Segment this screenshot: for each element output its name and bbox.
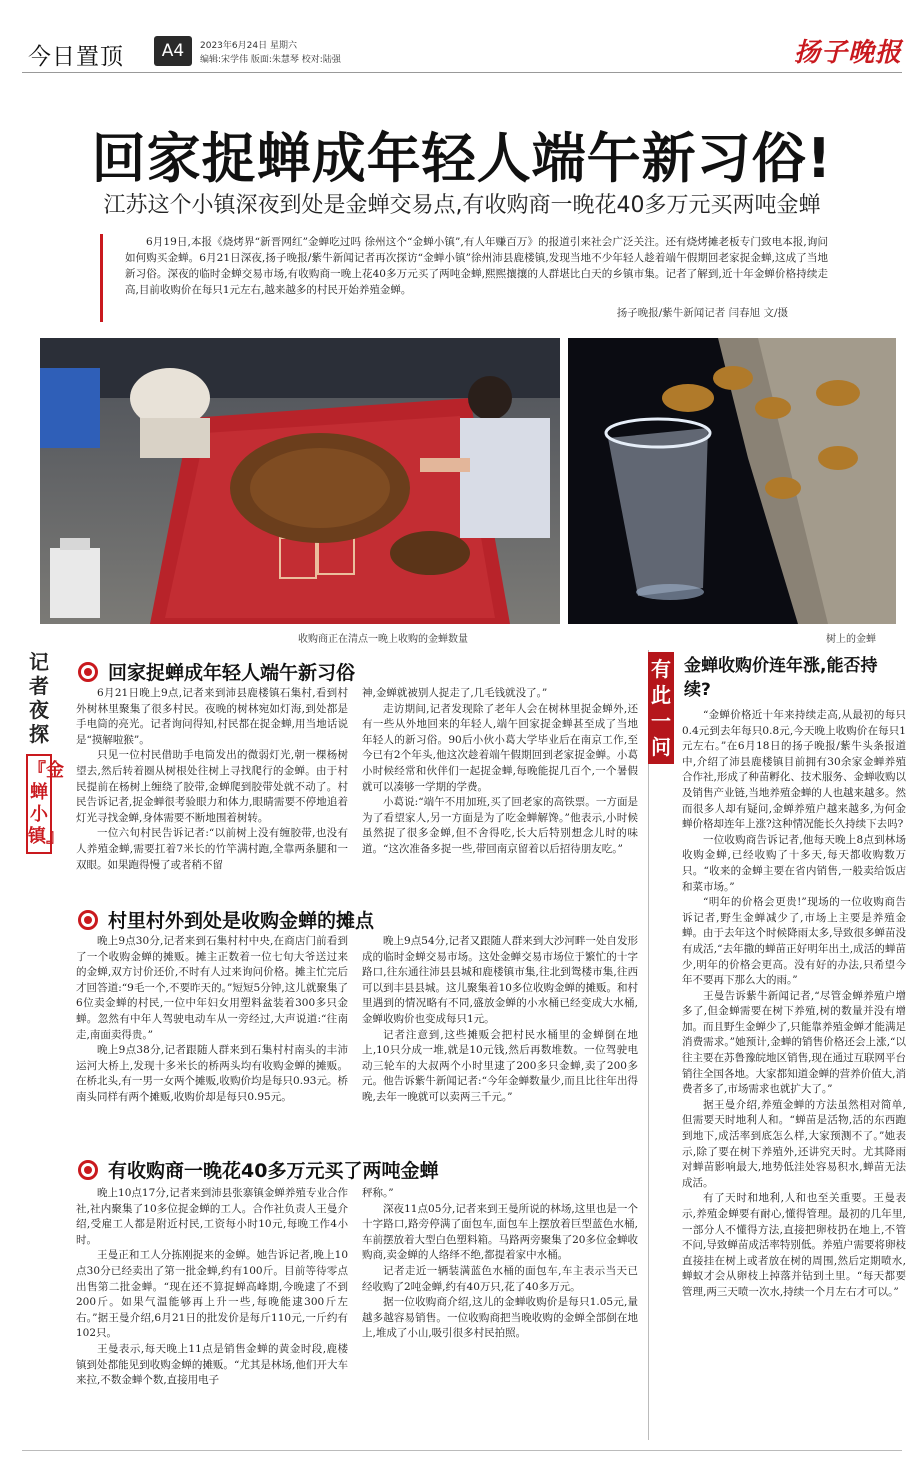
article-column [362, 686, 638, 898]
article-column [76, 1186, 348, 1442]
paragraph: 据一位收购商介绍,这儿的金蝉收购价是每只1.05元,量越多越容易销售。一位收购商把当晚收购的金蝉全部倒在地上,堆成了小山,吸引很多村民拍照。 [362, 1296, 638, 1340]
section-heading-text: 有收购商一晚花40多万元买了两吨金蝉 [108, 1160, 439, 1182]
kicker-tag: 『金蝉小镇』 [26, 754, 52, 854]
header-rule [22, 72, 902, 73]
paragraph: “明年的价格会更贵!”现场的一位收购商告诉记者,野生金蝉减少了,市场上主要是养殖金蝉。由于去年这个时候降雨太多,导致很多蝉苗没有成活,“去年撒的蝉苗正好明年出土,成活的蝉苗少,明年的价格会更高。没有好的办法,只希望今年不要再下那么大的雨。” [682, 896, 906, 987]
paragraph: 6月21日晚上9点,记者来到沛县鹿楼镇石集村,看到村外树林里聚集了很多村民。夜晚的树林宛如灯海,到处都是手电筒的亮光。记者询问得知,村民都在捉金蝉,用当地话说是“摸解啦猴”。 [76, 687, 348, 746]
photo-cicadas-on-tree [568, 338, 896, 624]
paragraph: 深夜11点05分,记者来到王曼所说的林场,这里也是一个十字路口,路旁停满了面包车,面包车上摆放着巨型蓝色水桶,车前摆放着大型白色塑料箱。马路两旁聚集了20多位金蝉收购商,卖金蝉的人络绎不绝,都提着家中水桶。 [362, 1202, 638, 1262]
paragraph: 秤称。” [362, 1187, 394, 1199]
sidebar-title: 金蝉收购价连年涨,能否持续? [684, 656, 878, 700]
bullet-icon [78, 1160, 98, 1180]
lead-paragraph [100, 234, 828, 322]
paragraph: 王曼正和工人分拣刚捉来的金蝉。她告诉记者,晚上10点30分已经卖出了第一批金蝉,约有100斤。目前等待零点出售第二批金蝉。“现在还不算捉蝉高峰期,今晚逮了不到200斤。如果气温能够再上升一些,每晚能逮300斤左右。”据王曼介绍,6月21日的批发价是每斤110元,一斤约有102只。 [76, 1249, 348, 1340]
paragraph: 晚上9点54分,记者又跟随人群来到大沙河畔一处自发形成的临时金蝉交易市场。这处金蝉交易市场位于繁忙的十字路口,往东通往沛县县城和鹿楼镇市集,往北到鸳楼市集,往西可以到丰县县城。这儿聚集着10多位收购金蝉的摊贩。和村里遇到的情况略有不同,盛放金蝉的小水桶已经变成大水桶,金蝉收购价也变成每只1元。 [362, 935, 638, 1025]
sidebar-kicker: 有此一问 [648, 652, 674, 764]
paragraph: 王曼表示,每天晚上11点是销售金蝉的黄金时段,鹿楼镇到处都能见到收购金蝉的摊贩。“尤其是林场,他们开大车来拉,不数金蝉个数,直接用电子 [76, 1342, 348, 1387]
paragraph: 走访期间,记者发现除了老年人会在树林里捉金蝉外,还有一些从外地回来的年轻人,端午回家捉金蝉甚至成了当地年轻人的新习俗。90后小伙小葛大学毕业后在南京工作,至今已有2个年头,他这次趁着端午假期回到老家捉金蝉。小葛小时候经常和伙伴们一起捉金蝉,每晚能捉几百个,一个暑假就可以凑够一学期的学费。 [362, 702, 638, 793]
paragraph: 一位六旬村民告诉记者:“以前树上没有缠胶带,也没有人养殖金蝉,需要扛着7米长的竹竿满村跑,全靠两条腿和一双眼。如果跑得慢了或者稍不留 [76, 827, 348, 871]
article-column [76, 934, 348, 1142]
paragraph: 神,金蝉就被别人捉走了,几毛钱就没了。” [362, 687, 548, 699]
photo-illustration [568, 338, 896, 624]
photo-illustration [40, 338, 560, 624]
paragraph: 据王曼介绍,养殖金蝉的方法虽然相对简单,但需要天时地利人和。“蝉苗是活物,活的东西跑到地下,成活率到底怎么样,大家预测不了。”她表示,除了要在树下养殖外,还讲究天时。尤其降雨对蝉苗影响最大,地势低洼处容易积水,蝉苗无法成活。 [682, 1098, 906, 1189]
section-heading-text: 村里村外到处是收购金蝉的摊点 [108, 910, 375, 932]
lead-text: 6月19日,本报《烧烤界“新晋网红”金蝉吃过吗 徐州这个“金蝉小镇”,有人年赚百万》的报道引来社会广泛关注。还有烧烤摊老板专门致电本报,询问如何购买金蝉。6月21日深夜,扬子晚报/紫牛新闻记者再次探访“金蝉小镇”徐州沛县鹿楼镇,发现当地不少年轻人趁着端午假期回老家捉金蝉,这成了当地新习俗。深夜的临时金蝉交易市场,有收购商一晚上花40多万元买了两吨金蝉,熙熙攘攘的人群堪比白天的乡镇市集。记者了解到,近十年金蝉价格持续走高,目前收购价在每只1元左右,越来越多的村民开始养殖金蝉。 [125, 236, 828, 296]
paragraph: “金蝉价格近十年来持续走高,从最初的每只0.4元到去年每只0.8元,今天晚上收购价在每只1元左右。”在6月18日的扬子晚报/紫牛头条报道中,介绍了沛县鹿楼镇目前拥有30余家金蝉养殖合作社,形成了种苗孵化、技术服务、金蝉收购以及销售产业链,当地养殖金蝉的人也越来越多。然而很多人却有疑问,金蝉养殖户越来越多,为何金蝉价格却连年上涨?这种情况能长久持续下去吗? [682, 709, 906, 831]
kicker-label: 记者夜探 [29, 650, 49, 746]
paragraph: 有了天时和地利,人和也至关重要。王曼表示,养殖金蝉要有耐心,懂得管理。最初的几年里,一部分人不懂得方法,直接把卵枝扔在地上,不管不问,导致蝉苗成活率特别低。养殖户需要将卵枝直接挂在树上或者放在树的周围,然后定期喷水,蝉蚁才会从卵枝上掉落并钻到土里。“每天都要管理,两三天喷一次水,持续一个月左右才可以。” [682, 1192, 906, 1298]
left-kicker [26, 650, 64, 854]
footer-rule [22, 1450, 902, 1451]
photo-counting-cicadas [40, 338, 560, 624]
photo-right-caption: 树上的金蝉 [826, 634, 876, 645]
section-heading-2 [78, 906, 374, 933]
photo-left-caption: 收购商正在清点一晚上收购的金蝉数量 [298, 634, 468, 645]
paragraph: 晚上9点38分,记者跟随人群来到石集村村南头的丰沛运河大桥上,发现十多米长的桥两头均有收购金蝉的摊贩。在桥北头,有一男一女两个摊贩,收购价均是每只0.93元。桥南头同样有两个摊贩,收购价却是每只0.95元。 [76, 1044, 348, 1103]
bullet-icon [78, 910, 98, 930]
bullet-icon [78, 662, 98, 682]
paragraph: 晚上9点30分,记者来到石集村村中央,在商店门前看到了一个收购金蝉的摊贩。摊主正数着一位七旬大爷送过来的金蝉,双方讨价还价,不时有人过来询问价格。摊主忙完后才回答道:“9毛一个,不要昨天的。”短短5分钟,这儿就聚集了6位卖金蝉的村民,一位中年妇女用塑料盆装着300多只金蝉。忽然有中年人驾驶电动车从一旁经过,大声说道:“往南走,南面卖得贵。” [76, 935, 348, 1041]
page-header [0, 0, 924, 72]
paragraph: 只见一位村民借助手电筒发出的微弱灯光,朝一棵杨树望去,然后转着圈从树根处往树上寻找爬行的金蝉。由于村民提前在杨树上缠绕了胶带,金蝉爬到胶带处就不动了。村民告诉记者,捉金蝉很考验眼力和体力,眼睛需要不停地追着灯光寻找金蝉,身体需要不断地围着树转。 [76, 749, 348, 824]
masthead-logo: 扬子晚报 [793, 38, 902, 68]
editor-credits: 编辑:宋学伟 版面:朱慧琴 校对:陆强 [200, 55, 341, 65]
paragraph: 小葛说:“端午不用加班,买了回老家的高铁票。一方面是为了看望家人,另一方面是为了吃金蝉解馋。”他表示,小时候虽然捉了很多金蝉,但不舍得吃,长大后特别想念儿时的味道。“这次准备多捉一些,带回南京留着以后招待朋友吃。” [362, 796, 638, 855]
section-heading-1 [78, 658, 355, 685]
article-column [362, 1186, 638, 1442]
sidebar-divider [648, 650, 649, 1440]
paragraph: 记者注意到,这些摊贩会把村民水桶里的金蝉倒在地上,10只分成一堆,就是10元钱,然后再数堆数。一位驾驶电动三轮车的大叔两个小时里逮了200多只金蝉,卖了200多元。他告诉紫牛新闻记者:“今年金蝉数量少,而且比往年出得晚,去年一晚就可以卖两三千元。” [362, 1028, 638, 1103]
paragraph: 记者走近一辆装满蓝色水桶的面包车,车主表示当天已经收购了2吨金蝉,约有40万只,花了40多万元。 [362, 1264, 638, 1293]
paragraph: 王曼告诉紫牛新闻记者,“尽管金蝉养殖户增多了,但金蝉需要在树下养殖,树的数量并没有增加。而且野生金蝉少了,只能靠养殖金蝉才能满足消费需求。”她预计,金蝉的销售价格还会上涨,“以往主要在苏鲁豫皖地区销售,现在通过互联网平台销往全国各地。大家都知道金蝉的营养价值大,消费者多了,市场需求也就扩大了。” [682, 989, 906, 1096]
paragraph: 晚上10点17分,记者来到沛县张寨镇金蝉养殖专业合作社,社内聚集了10多位捉金蝉的工人。合作社负责人王曼介绍,受雇工人都是附近村民,工资每小时10元,每晚工作4小时。 [76, 1187, 348, 1246]
section-title: 今日置顶 [28, 44, 124, 70]
main-headline: 回家捉蝉成年轻人端午新习俗! [91, 127, 833, 190]
article-column [76, 686, 348, 898]
issue-date: 2023年6月24日 星期六 [200, 41, 297, 51]
page-number-badge: A4 [154, 36, 192, 66]
sub-headline: 江苏这个小镇深夜到处是金蝉交易点,有收购商一晚花40多万元买两吨金蝉 [103, 193, 821, 218]
paragraph: 一位收购商告诉记者,他每天晚上8点到林场收购金蝉,已经收购了十多天,每天都收购数万只。“收来的金蝉主要在省内销售,一般卖给饭店和菜市场。” [682, 833, 906, 893]
section-heading-3 [78, 1156, 438, 1183]
article-column [362, 934, 638, 1142]
reporter-credit: 扬子晚报/紫牛新闻记者 闫春旭 文/摄 [616, 307, 788, 319]
sidebar-column [682, 708, 906, 1442]
section-heading-text: 回家捉蝉成年轻人端午新习俗 [108, 662, 356, 684]
